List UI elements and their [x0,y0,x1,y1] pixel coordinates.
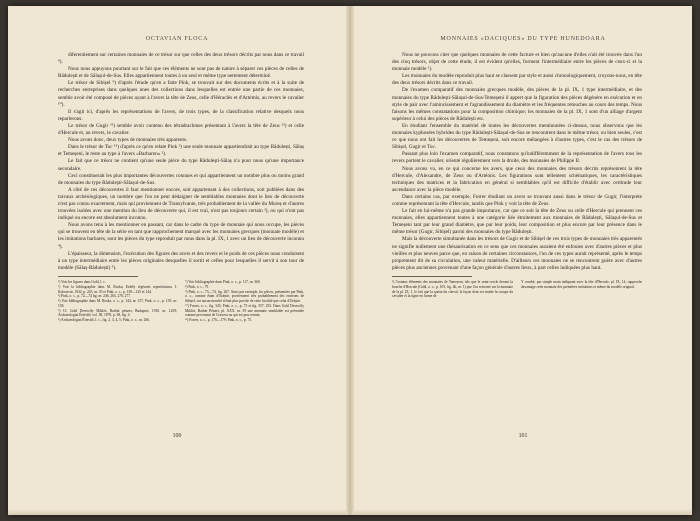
right-page-number: 101 [518,433,528,439]
footnote: ⁷) Voir bibliographie dans Pink, o. c., p. 117, nr. 360. [185,279,261,284]
footnote-column-1 [58,280,177,323]
paragraph: Dans certains cas, par exemple, Forrer étudiant un avers se trouvant aussi dans le trésor de Gugir, l'interprète comme représentant la tête d'Hercule, tandis que Pink y voit la tête de Zeus. [392,193,642,207]
paragraph: Nous avons donc, deux types de monnaies très apparents. [68,137,188,144]
book-gutter [346,6,354,515]
paragraph: De l'examen comparatif des monnaies grecques modèle, des pièces de la pl. IX, 1 type intermédiaire, et des monnaies du type Rădulești-Sălașul-de-Sus-Temeșeni il appert que la figuration des pièces dégénère en exécution et en style de pair avec l'amincissement et l'agrandissement du diamètre et les fréquentes retouches au cours des temps. Nous faisons les mêmes constatations pour la composition chimique; les monnaies de la pl. IX, 1 sont d'un alliage d'argent supérieur à celui des pièces de Rădulești etc. [392,87,642,122]
paragraph: Nous avons vu, en ce qui concerne les avers, que ceux des monnaies des trésors décrits représentent la tête d'Hercule, d'Alexandre, de Zeus ou d'Artémis. Les figurations sont tellement schématiques, les caractéristiques techniques des matrices et la fabrication en général si semblables qu'il est difficile d'établir avec certitude leur ascendance avec la pièce modèle. [392,165,642,193]
footnote: ¹) Voir les figures dans Gohl, l. c. [58,279,106,284]
right-page-body [392,52,642,299]
footnote: ¹) Certains éléments des monnaies de Temeșeni, tels que le semi-cercle devant la bouche d'Hercule (Gohl, o. c., p. 105, fig. 4b, nr. 1) que l'on retrouve sur la monnaie de la pl. IX, 1, le fait que la queue du cheval, la façon dont est traitée la croupe du cavalier et la tigne en forme de [392,279,513,299]
paragraph: Il s'agit ici, d'après les représentations de l'avers, de trois types, de la classification relative desquels nous reparlerons. [58,108,304,122]
left-page [8,6,346,515]
paragraph: Le fait que ce trésor ne contient qu'une seule pièce du type Rădulești-Sălaș n'a pour nous qu'une importance secondaire. [58,158,304,172]
footnote: ²) Voir la bibliographie dans M. Roska, Erdély régészeti repertóriuma, I. Kolozsvár, 1942, p. 245, nr. 35 et Pink, o. c., p. 138—145 et 144. [58,284,177,294]
paragraph: A côté de ces découvertes il faut mentionner encore, soit appartenant à des collections, soit publiées dans des travaux archéologiques, un nombre que l'on ne peut dédaigner de semblables monnaies dont le lieu de découverte n'est pas connu exactement, mais qui proviennent de Transylvanie, très probablement de la vallée du Mureș et d'autres trouvées isolées avec une mention du lieu de découverte qui, il est vrai, n'est pas toujours certain ³), ou qui n'ont pas indiqué ou encore est absolument inconnu. [58,186,304,222]
right-running-header: MONNAIES «DACIQUES» DU TYPE HUNEDOARA [440,36,606,42]
paragraph: Ceci constituerait les plus importantes découvertes connues et qui appartiennent un nombre plus ou moins grand de monnaies du type Rădulești-Sălașul-de-Sus. [58,172,304,186]
footnote: ⁸) Pink, o. c., 79. [185,284,210,289]
footnote: ⁴) Voir bibliographie dans M. Roska, o. c., p. 144, nr. 157, Pink, o. c., p. 139, nr. 158. [58,299,177,308]
left-page-body [58,52,304,323]
footnote: ¹¹) Forrer, o. c., p. 176—179; Pink, o. c., p. 75. [185,318,252,323]
paragraph: Nous avons tenu à les mentionner en passant, car dans le cadre du type de monnaie qui nous occupe, les pièces qui se trouvent en tête de la série en tant que rapprochement marqué avec les monnaies grecques (monnaie modèle) et les imitations barbares, sont les pièces du type reproduit par nous dans la pl. IX, 1 avec un lieu de découverte inconnu ⁴). [58,222,304,250]
footnote-divider [392,276,472,277]
footnote-divider [58,276,138,277]
book-spread [8,6,692,515]
left-page-number: 100 [172,433,182,439]
footnote: ¹⁰) Forrer, o. c., fig. 345, Pink, o. c., p. 75 et fig. 357, 253. Dans Gohl Desewffy Miklós, Barbár Pénzei, pl. XXX, nr. 59 une monnaie semblable est présentée comme provenant de Crasova ou qui est peu certain. [185,303,304,318]
paragraph: Le trésor de Sibișel ⁹) d'après l'étude qu'en a faite Pink, se trouvait sur des documents écrits et à la suite de recherches entreprises dans quelques unes des collections dans lesquelles est entrée une partie de ces monnaies, semble avoir été composé de pièces ayant à l'avers la tête de Zeus, celle d'Héraclès et d'Artémis, au revers le cavalier ¹⁰). [58,80,304,108]
footnote-column-2 [521,280,642,299]
footnote: ³) Pink, o. c., p. 72—74 fig. nr. 246, 265, 276, 277. [58,294,131,299]
paragraph: Les monnaies du modèle reproduit plus haut se classent par style et aussi chronologiquement, croyons-nous, en tête des deux trésors décrits dans ce travail. [392,73,642,87]
paragraph: Dans le trésor de Toc ¹³) d'après ce qu'en relate Pink ¹) une seule monnaie appartiendrait au type Rădulești, Sălaș et Temeșeni, le reste au type à l'avers «Barbaren» ²). [58,144,304,158]
left-footnotes [58,280,304,323]
page-edge [354,509,692,515]
paragraph: Le fait en lui-même n'a pas grande importance, car que ce soit la tête de Zeus ou celle d'Hercule qui prennent ces monnaies, elles appartiennent toutes à une catégorie liée étroitement aux monnaies de Rădulești, Sălașul-de-Sus et Temeșeni tant par leur grand diamètre, que par leur poids, leur composition et plus encore par leur présence dans le même trésor (Gugir, Sibișel) parmi des monnaies du type Rădulești. [392,208,642,236]
paragraph: En étudiant l'ensemble du matériel de toutes les découvertes mentionnées ci-dessus, nous observons que les monnaies kyphosées hybrides du type Rădulești-Sălașul-de-Sus se rencontrent dans le même trésor, ou bien seules, c'est ce que nous ont fait les découvertes de Temeșeni, soit encore mélangées à d'autres types, c'est le cas des trésors de Sibișel, Gugir et Toc. [392,122,642,151]
footnote: Y courbé, par simple main indiquant avec la tête d'Hercule, pl. IX, 14, rapproche davantage cette monnaie des premières imitations et même du modèle original. [521,279,642,289]
footnote-column-1 [392,280,513,299]
right-page [354,6,692,515]
footnote: ⁹) Pink, o. c., 73—74, fig. 267. Ainsi par exemple, les pièces, présentées par Pink, o. c., comme étant d'Orăștie, proviennent très probablement des environs de Sibișel, car aucun marché n'était plus proche de cette localité que celui d'Orăștie. [185,289,304,304]
footnote-column-2 [185,280,304,323]
footnote: ⁶) Archaeologiai Értesítő, l. c., fig. 2, 3, 4, 5; Pink, o. c., nr. 266. [58,318,150,323]
footnote: ⁵) Cf. Gohl Desewffy Miklós, Barbár pénzei, Budapest, 1910, nr. 1259; Archaeologiai Értesítő, vol. III, 1878, p. 69, fig. 4. [58,308,177,318]
right-footnotes [392,280,642,299]
paragraph: Mais la découverte simultanée dans les trésors de Gugir et de Sibișel de ces trois types de monnaies très apparentés ne signifie nullement une thésaurisation en ce sens que ces monnaies auraient été enfouies avec d'autres pièces et plus vieilles et plus neuves parce que, en raison de certaines circonstances, l'un de ces types aurait représenté, après le temps proprement dit de sa circulation, une valeur matérielle. D'ailleurs ces monnaies ne se rencontrent guère avec d'autres pièces plus anciennes provenant d'une façon générale d'autres lieux, à part celles indiquées plus haut. [392,236,642,271]
paragraph: L'épaisseur, la dimension, l'exécution des figures des avers et des revers et le poids de ces pièces nous conduisent à un type intermédiaire entre les pièces originales desquelles il sortit et celles pour lesquelles il servit à son tour de modèle (Sălaș-Rădulești) ⁵). [58,250,304,271]
paragraph: diferentiement sur certaines monnaies de ce trésor sur que celles des deux trésors décrits par nous dans ce travail ⁸). [58,52,304,66]
paragraph: Nous nous appuyons pourtant sur le fait que ces éléments ne sont pas de nature à séparer ces pièces de celles de Rădulești et de Sălașul-de-Sus. Elles appartiennent toutes à un seul et même type nettement déterminé. [58,66,304,80]
paragraph: Le trésor de Gugir ¹¹) semble avoir contenu des tétradrachmes présentant à l'avers la tête de Zeus ¹²) et celle d'Hercule et, au revers, le cavalier. [58,122,304,137]
page-edge [8,509,346,515]
paragraph: Passant plus loin l'examen comparatif, nous constatons qu'indifféremment de la représentation de l'avers tous les revers portent le cavalier, orienté régulièrement vers la droite, des monnaies de Philippe II. [392,151,642,165]
paragraph: Nous ne pouvons citer que quelques monnaies de cette facture et bien qu'aucune d'elles n'ait été trouvée dans l'un des cinq trésors, objet de cette étude, il est évident qu'elles, forment l'intermédiaire entre les pièces de ceux-ci et la monnaie modèle ¹). [392,52,642,73]
left-running-header: OCTAVIAN FLOCA [145,36,209,42]
